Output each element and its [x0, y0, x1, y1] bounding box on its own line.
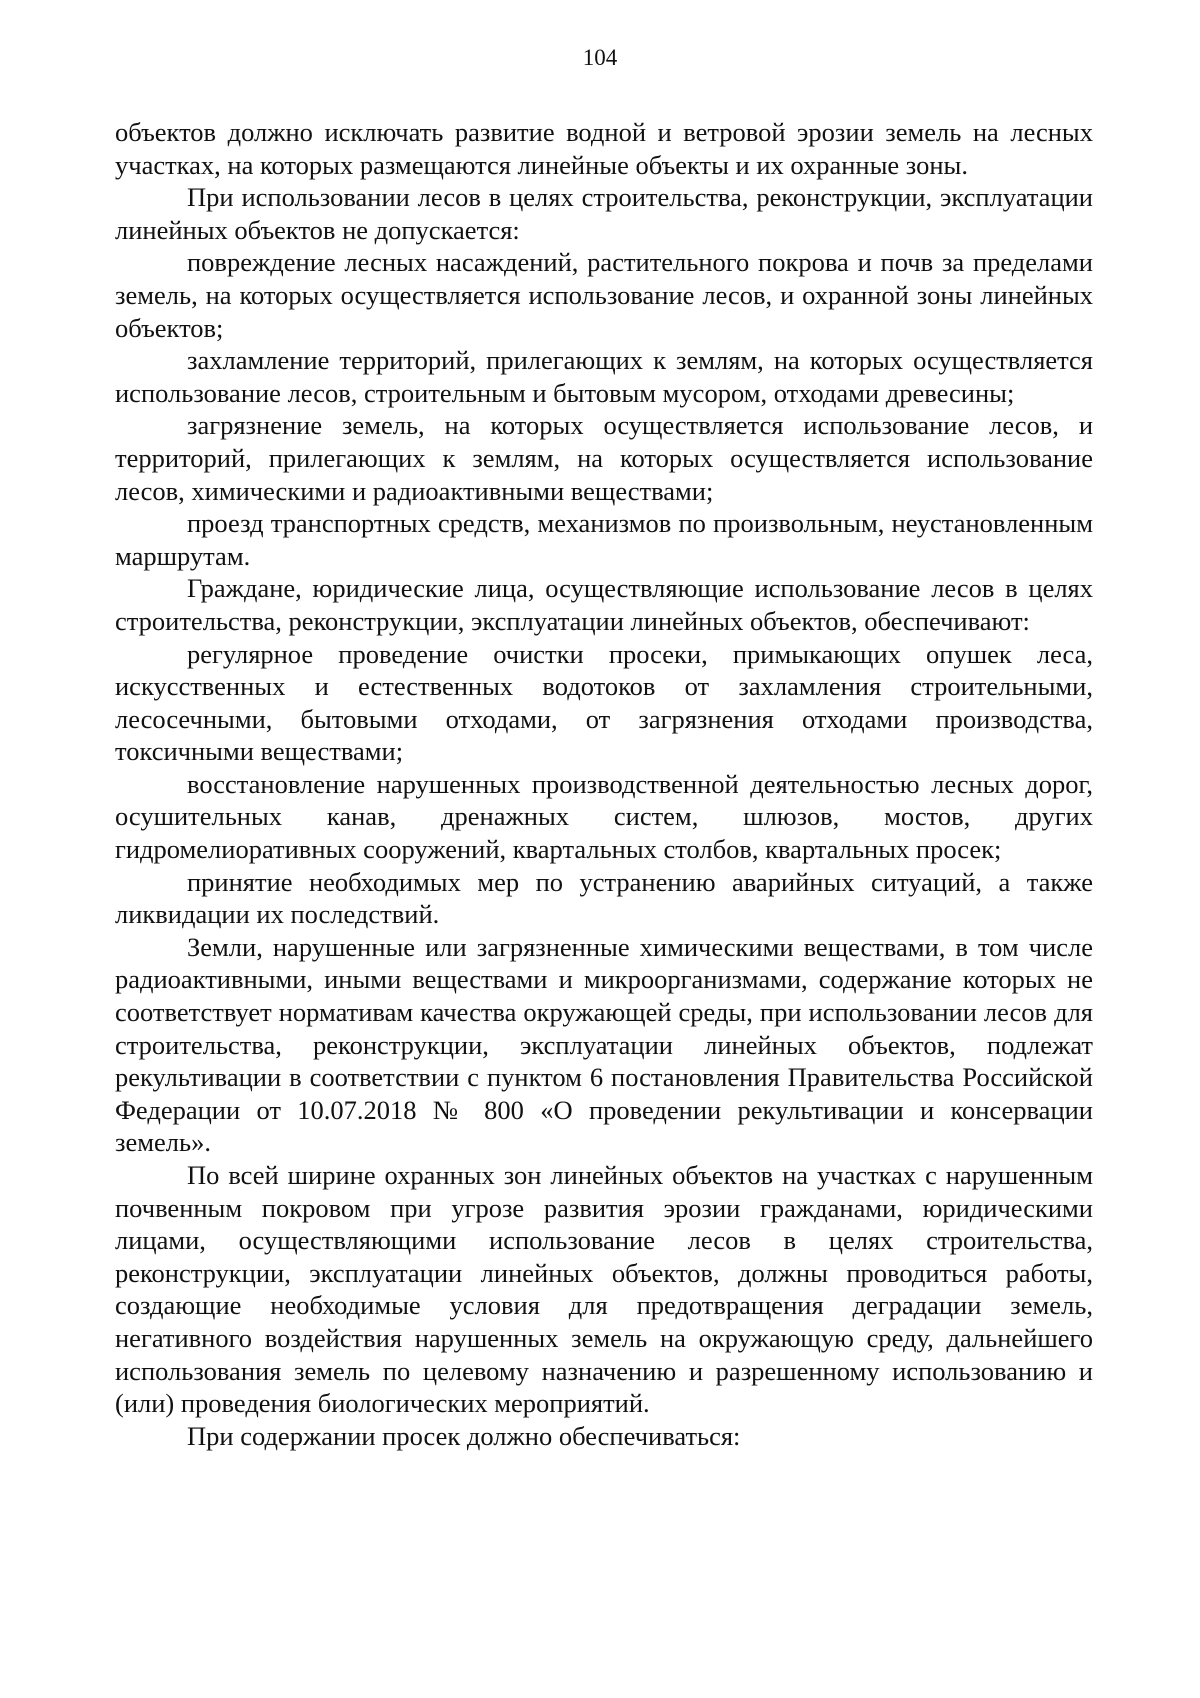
page-number: 104	[582, 45, 618, 70]
paragraph-prohibitions-intro: При использовании лесов в целях строительства, реконструкции, эксплуатации линейных объектов не допускается:	[115, 182, 1093, 245]
paragraph-erosion-works: По всей ширине охранных зон линейных объектов на участках с нарушенным почвенным покровом при угрозе развития эрозии гражданами, юридическими лицами, осуществляющими использование лесов в целях строительства, реконструкции, эксплуатации линейных объектов, должны проводиться работы, создающие необходимые условия для предотвращения деградации земель, негативного воздействия нарушенных земель на окружающую среду, дальнейшего использования земель по целевому назначению и разрешенному использованию и (или) проведения биологических мероприятий.	[115, 1160, 1093, 1419]
paragraph-pollution-item: загрязнение земель, на которых осуществляется использование лесов, и территорий, прилегающих к землям, на которых осуществляется использование лесов, химическими и радиоактивными веществами;	[115, 410, 1093, 506]
paragraph-damage-item: повреждение лесных насаждений, растительного покрова и почв за пределами земель, на которых осуществляется использование лесов, и охранной зоны линейных объектов;	[115, 247, 1093, 343]
paragraph-clearing-maintenance: При содержании просек должно обеспечиваться:	[187, 1420, 741, 1451]
paragraph-continuation: объектов должно исключать развитие водной и ветровой эрозии земель на лесных участках, на которых размещаются линейные объекты и их охранные зоны.	[115, 117, 1093, 180]
paragraph-cleaning-item: регулярное проведение очистки просеки, примыкающих опушек леса, искусственных и естественных водотоков от захламления строительными, лесосечными, бытовыми отходами, от загрязнения отходами производства, токсичными веществами;	[115, 638, 1093, 767]
paragraph-obligations-intro: Граждане, юридические лица, осуществляющие использование лесов в целях строительства, реконструкции, эксплуатации линейных объектов, обеспечивают:	[115, 573, 1093, 636]
paragraph-emergency-item: принятие необходимых мер по устранению аварийных ситуаций, а также ликвидации их последствий.	[115, 866, 1093, 930]
paragraph-vehicles-item: проезд транспортных средств, механизмов по произвольным, неустановленным маршрутам.	[115, 508, 1093, 571]
paragraph-littering-item: захламление территорий, прилегающих к землям, на которых осуществляется использование лесов, строительным и бытовым мусором, отходами древесины;	[115, 345, 1093, 408]
document-body	[115, 116, 1093, 1452]
paragraph-restoration-item: восстановление нарушенных производственной деятельностью лесных дорог, осушительных канав, дренажных систем, шлюзов, мостов, других гидромелиоративных сооружений, квартальных столбов, квартальных просек;	[115, 768, 1093, 865]
paragraph-recultivation: Земли, нарушенные или загрязненные химическими веществами, в том числе радиоактивными, иными веществами и микроорганизмами, содержание которых не соответствует нормативам качества окружающей среды, при использовании лесов для строительства, реконструкции, эксплуатации линейных объектов, подлежат рекультивации в соответствии с пунктом 6 постановления Правительства Российской Федерации от 10.07.2018 № 800 «О проведении рекультивации и консервации земель».	[115, 931, 1093, 1158]
